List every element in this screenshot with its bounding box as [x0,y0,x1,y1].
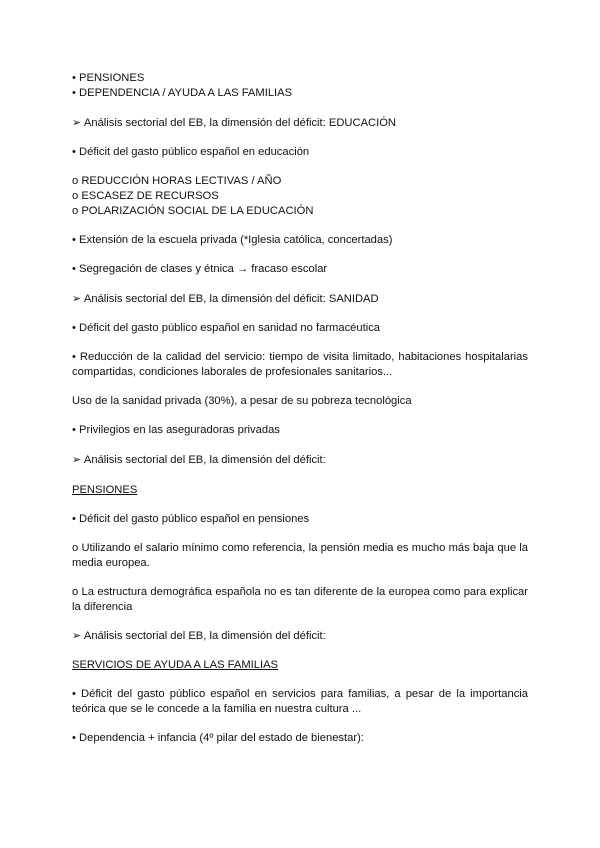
bullet-calidad-servicio: • Reducción de la calidad del servicio: tiempo de visita limitado, habitaciones hospitalarias compartidas, condiciones laborales de profesionales sanitarios... [72,351,528,378]
bullet-deficit-familias: • Déficit del gasto público español en servicios para familias, a pesar de la importancia teórica que se le concede a la familia en nuestra cultura ... [72,688,528,715]
heading-deficit-familias: ➢ Análisis sectorial del EB, la dimensión del déficit: [72,630,326,642]
subitem-salario-minimo: o Utilizando el salario mínimo como referencia, la pensión media es mucho más baja que la media europea. [72,542,528,569]
text-sanidad-privada: Uso de la sanidad privada (30%), a pesar de su pobreza tecnológica [72,395,412,407]
bullet-deficit-sanidad: • Déficit del gasto público español en sanidad no farmacéutica [72,322,381,334]
bullet-escuela-privada: • Extensión de la escuela privada (*Iglesia católica, concertadas) [72,234,393,246]
bullet-segregacion: • Segregación de clases y étnica → fracaso escolar [72,263,328,275]
subitem-horas-lectivas: o REDUCCIÓN HORAS LECTIVAS / AÑO [72,175,282,187]
bullet-aseguradoras: • Privilegios en las aseguradoras privadas [72,424,280,436]
section-title-pensiones: PENSIONES [72,484,138,496]
heading-deficit-pensiones: ➢ Análisis sectorial del EB, la dimensión del déficit: [72,454,326,466]
bullet-deficit-educacion: • Déficit del gasto público español en educación [72,146,310,158]
section-title-familias: SERVICIOS DE AYUDA A LAS FAMILIAS [72,659,279,671]
bullet-pensiones: • PENSIONES [72,72,145,84]
bullet-deficit-pensiones: • Déficit del gasto público español en pensiones [72,513,310,525]
subitem-polarizacion: o POLARIZACIÓN SOCIAL DE LA EDUCACIÓN [72,205,314,217]
heading-educacion: ➢ Análisis sectorial del EB, la dimensión del déficit: EDUCACIÓN [72,117,396,129]
subitem-estructura-demografica: o La estructura demográfica española no es tan diferente de la europea como para explicar la diferencia [72,586,528,613]
bullet-dependencia: • DEPENDENCIA / AYUDA A LAS FAMILIAS [72,87,293,99]
bullet-dependencia-infancia: • Dependencia + infancia (4º pilar del estado de bienestar): [72,732,364,744]
heading-sanidad: ➢ Análisis sectorial del EB, la dimensión del déficit: SANIDAD [72,293,379,305]
subitem-escasez-recursos: o ESCASEZ DE RECURSOS [72,190,219,202]
